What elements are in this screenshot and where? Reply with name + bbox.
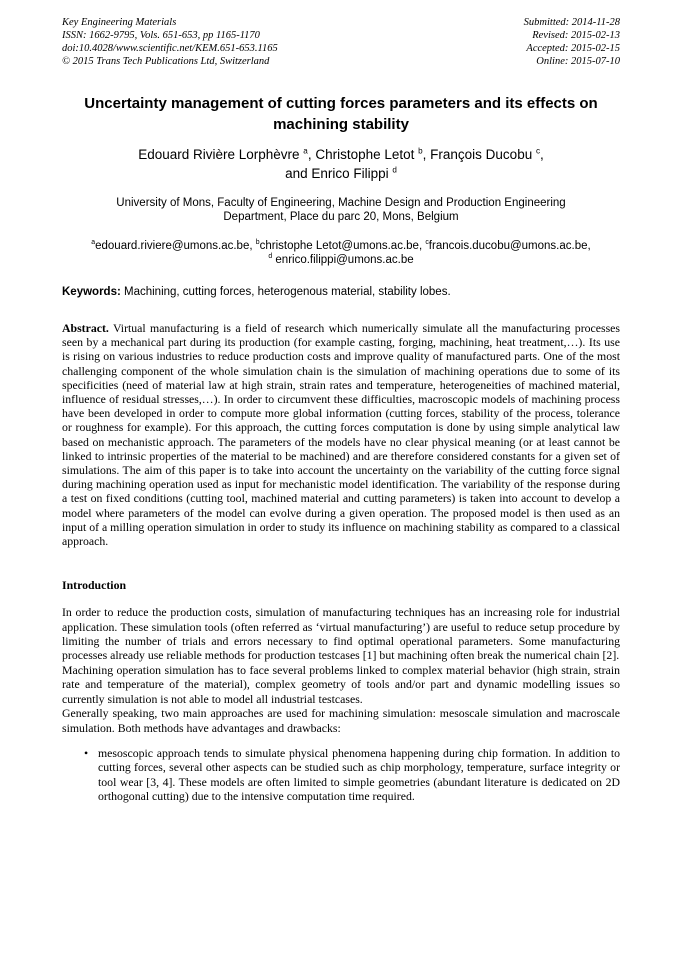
affiliation-line-2: Department, Place du parc 20, Mons, Belgium — [223, 211, 459, 223]
keywords-label: Keywords: — [62, 286, 121, 298]
introduction-paragraph-1: In order to reduce the production costs, simulation of manufacturing techniques has an increasing role for industrial application. These simulation tools (often referred as ‘virtual manufacturing’) are useful to reduce setup procedure by limiting the number of trials and errors necessary to find optimal operational parameters. Some manufacturing processes already use reliable methods for production testcases [1] but machining often break the numerical chain [2]. — [62, 605, 620, 663]
journal-issn: ISSN: 1662-9795, Vols. 651-653, pp 1165-1170 — [62, 30, 260, 41]
date-accepted: Accepted: 2015-02-15 — [526, 43, 620, 54]
submission-dates — [524, 16, 620, 68]
authors: Edouard Rivière Lorphèvre $^a$, Christophe Letot $^b$, François Ducobu $^c$, and Enrico Filippi $^d$ — [138, 146, 544, 181]
abstract-label: Abstract. — [62, 321, 109, 335]
introduction-paragraph-2: Machining operation simulation has to face several problems linked to complex material behavior (high strain, strain rate and temperature of the material), complex geometry of tools and/or part and dynamic modelling issues so currently simulation is not able to model all industrial testcases. — [62, 662, 620, 706]
author-emails: $^a$edouard.riviere@umons.ac.be, $^b$christophe Letot@umons.ac.be, $^c$francois.ducobu@umons.ac.be, $^d$ enrico.filippi@umons.ac.be — [91, 239, 591, 266]
bullet-text: mesoscopic approach tends to simulate physical phenomena happening during chip formation. In addition to cutting forces, several other aspects can be studied such as chip morphology, temperature, surface integrity or tool wear [3, 4]. These models are often limited to simple geometries (abundant literature is dedicated on 2D orthogonal cutting) due to the intensive computation time required. — [98, 745, 620, 804]
keywords-line — [62, 285, 620, 299]
date-revised: Revised: 2015-02-13 — [532, 30, 620, 41]
bullet-icon: • — [84, 745, 89, 760]
journal-copyright: © 2015 Trans Tech Publications Ltd, Switzerland — [62, 56, 270, 67]
journal-doi: doi:10.4028/www.scientific.net/KEM.651-653.1165 — [62, 43, 278, 54]
journal-name: Key Engineering Materials — [62, 17, 177, 28]
bullet-list — [62, 746, 620, 804]
abstract-text: Virtual manufacturing is a field of research which numerically simulate all the manufacturing processes seen by a mechanical part during its production (for example casting, forging, machining, heat treatment,…). Its use is rising on various industries to reduce production costs and improve quality of manufactured parts. One of the most challenging component of the whole simulation chain is the simulation of machining operations due to some of its specificities (need of material law at high strain, strain rates and temperature, heterogeneities of machined material, influence of residual stresses,…). In order to circumvent these difficulties, macroscopic models of machining process have been developed in order to compute more global information (cutting forces, stability of the process, tolerance or roughness for example). For this approach, the cutting forces computation is done by using simple analytical law based on mechanistic approach. The parameters of the models have no clear physical meaning (or at least cannot be linked to intrinsic properties of the material to be machined) and are therefore considered constants for a given set of simulations. The aim of this paper is to take into account the uncertainty on the variability of the cutting force signal during machining operation used as input for mechanistic model identification. The variability of the response during a test on fixed conditions (cutting tool, machined material and cutting parameters) is taken into account to develop a model where parameters of the model can evolve during a given operation. The proposed model is then used as an input of a milling operation simulation in order to study its influence on machining stability as compared to a classical approach. — [62, 321, 620, 549]
paper-title: Uncertainty management of cutting forces parameters and its effects on machining stability — [84, 95, 598, 133]
section-heading-introduction: Introduction — [62, 578, 127, 593]
list-item — [84, 746, 620, 804]
date-submitted: Submitted: 2014-11-28 — [523, 17, 620, 28]
journal-info — [62, 16, 278, 68]
affiliation — [62, 196, 620, 224]
date-online: Online: 2015-07-10 — [536, 56, 620, 67]
abstract — [62, 321, 620, 548]
keywords-text: Machining, cutting forces, heterogenous material, stability lobes. — [120, 286, 451, 298]
introduction-paragraph-3: Generally speaking, two main approaches are used for machining simulation: mesoscale simulation and macroscale simulation. Both methods have advantages and drawbacks: — [62, 706, 620, 735]
page-header — [62, 16, 620, 68]
affiliation-line-1: University of Mons, Faculty of Engineering, Machine Design and Production Engineering — [116, 197, 566, 209]
